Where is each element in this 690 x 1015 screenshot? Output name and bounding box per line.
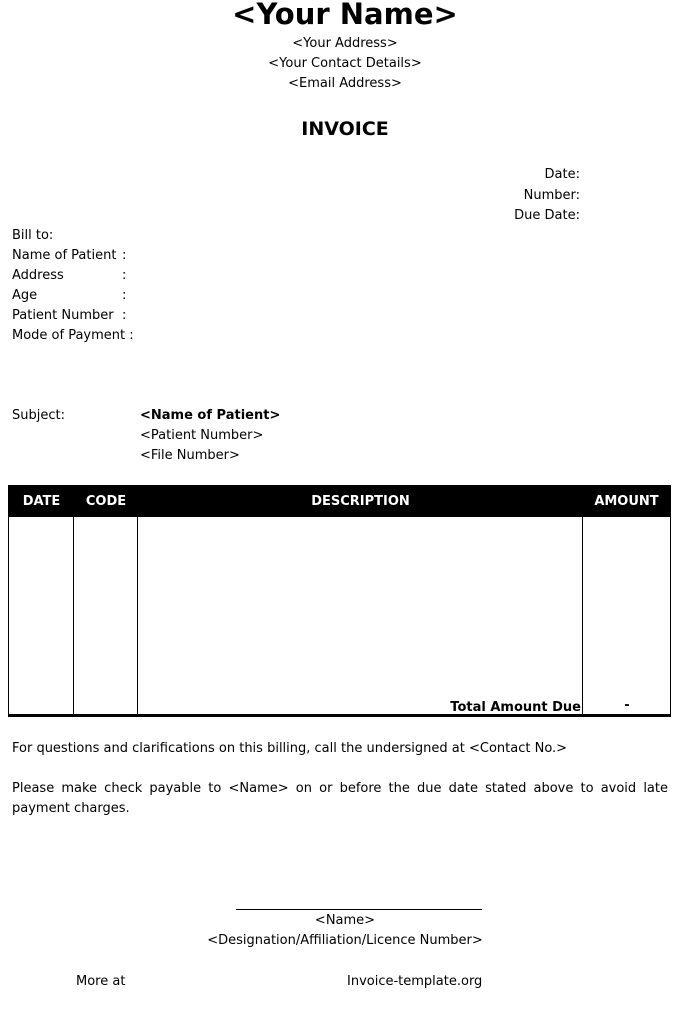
footer-site-link[interactable]: Invoice-template.org (347, 974, 483, 989)
table-header (9, 486, 670, 517)
date-label: Date: (544, 167, 580, 182)
age-colon: : (122, 288, 127, 303)
questions-note: For questions and clarifications on this billing, call the undersigned at <Contact No.> (12, 741, 568, 756)
column-header-amount: AMOUNT (594, 494, 659, 509)
patient-name-label: Name of Patient (12, 248, 117, 263)
column-header-code: CODE (85, 494, 127, 509)
sender-email: <Email Address> (288, 76, 402, 91)
sender-address: <Your Address> (292, 36, 398, 51)
sender-name: <Your Name> (232, 0, 458, 31)
column-divider (582, 517, 583, 716)
due-date-label: Due Date: (514, 208, 580, 223)
column-header-description: DESCRIPTION (311, 494, 410, 509)
patient-number-label: Patient Number (12, 308, 114, 323)
signature-line (236, 909, 482, 910)
address-label: Address (12, 268, 64, 283)
bill-to-heading: Bill to: (12, 228, 54, 243)
invoice-title: INVOICE (301, 118, 389, 140)
subject-file-number: <File Number> (140, 448, 240, 463)
column-divider (137, 517, 138, 716)
sender-contact: <Your Contact Details> (268, 56, 422, 71)
subject-label: Subject: (12, 408, 65, 423)
total-amount-label: Total Amount Due (450, 700, 581, 715)
column-divider (73, 517, 74, 716)
payment-note: Please make check payable to <Name> on or before the due date stated above to avoid late payment charges. (12, 781, 668, 816)
invoice-table (8, 485, 671, 717)
footer-more-at: More at (76, 974, 126, 989)
column-header-date: DATE (22, 494, 61, 509)
subject-patient-name: <Name of Patient> (140, 408, 281, 423)
subject-patient-number: <Patient Number> (140, 428, 264, 443)
total-amount-value: - (624, 698, 630, 713)
signatory-designation: <Designation/Affiliation/Licence Number> (207, 933, 483, 948)
payment-mode-label: Mode of Payment : (12, 328, 134, 343)
patient-number-colon: : (122, 308, 127, 323)
number-label: Number: (523, 188, 580, 203)
signatory-name: <Name> (314, 913, 376, 928)
patient-name-colon: : (122, 248, 127, 263)
address-colon: : (122, 268, 127, 283)
age-label: Age (12, 288, 38, 303)
